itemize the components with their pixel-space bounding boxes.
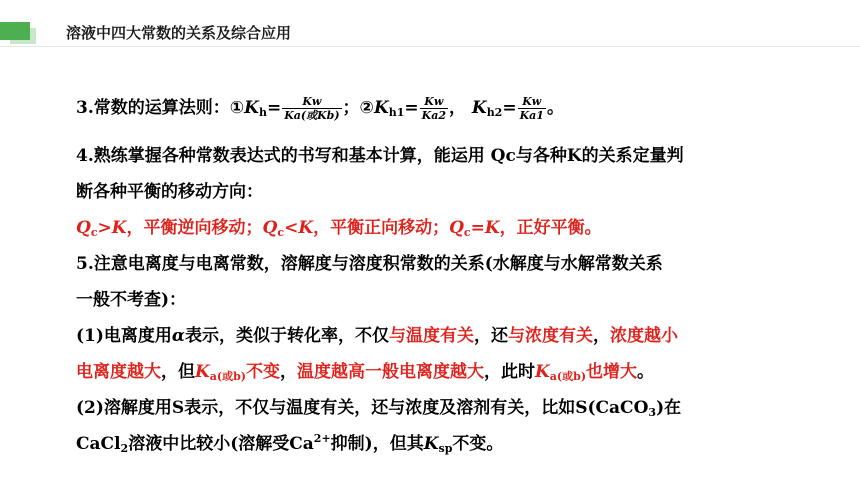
qc-text-1: ，平衡逆向移动； xyxy=(126,218,263,238)
kh1-symbol: K xyxy=(373,98,389,118)
circle-one: ① xyxy=(229,98,245,118)
separator-1: ； xyxy=(342,98,360,118)
kh2-subscript: h2 xyxy=(486,106,503,119)
p1-text-b: 表示，类似于转化率，不仅 xyxy=(185,326,390,346)
p2-text-e: 抑制)，但其 xyxy=(330,434,424,454)
qc-text-3: ，正好平衡。 xyxy=(499,218,602,238)
p1-text-p: 。 xyxy=(637,362,655,382)
qc-subscript-1: c xyxy=(90,226,98,239)
less-than: < xyxy=(284,218,299,238)
ka-symbol-1: K xyxy=(195,362,210,382)
kh1-subscript: h1 xyxy=(388,106,405,119)
p1-text-f: ， xyxy=(593,326,611,346)
k-symbol-1: K xyxy=(111,218,127,238)
greater-than: > xyxy=(97,218,112,238)
fraction-kh xyxy=(282,95,341,122)
point2-line1 xyxy=(76,390,796,426)
qc-symbol-3: Q xyxy=(449,218,464,238)
p1-highlight-degree: 电离度越大 xyxy=(76,362,161,382)
qc-symbol-1: Q xyxy=(76,218,91,238)
equals-sign: = xyxy=(470,218,485,238)
qc-subscript-3: c xyxy=(463,226,471,239)
rule-line xyxy=(76,88,796,128)
alpha-symbol: α xyxy=(171,326,186,346)
p1-text-d: ，还 xyxy=(474,326,509,346)
kh-subscript: h xyxy=(258,106,267,119)
equals-3: = xyxy=(502,98,517,118)
k-symbol-2: K xyxy=(298,218,314,238)
rule-prefix: 3.常数的运算法则： xyxy=(76,98,230,118)
p1-highlight-temp: 与温度有关 xyxy=(389,326,475,346)
k-symbol-3: K xyxy=(484,218,500,238)
p1-highlight-temp-degree: 温度越高一般电离度越大 xyxy=(297,362,485,382)
p2-text-b: )在 xyxy=(656,398,682,418)
circle-two: ② xyxy=(359,98,374,118)
slide-title: 溶液中四大常数的关系及综合应用 xyxy=(66,24,292,42)
fraction-kh1-numerator: Kw xyxy=(420,95,448,109)
point1-line1 xyxy=(76,318,796,354)
ka-subscript-2: a(或b) xyxy=(549,370,587,383)
point1-line2 xyxy=(76,354,796,390)
ka-subscript-1: a(或b) xyxy=(209,370,247,383)
separator-2: ， xyxy=(448,98,466,118)
ksp-symbol: K xyxy=(423,434,439,454)
ca-charge-superscript: 2+ xyxy=(313,432,331,445)
p1-text-l: ， xyxy=(280,362,298,382)
rule-end: 。 xyxy=(546,98,564,118)
qc-subscript-2: c xyxy=(277,226,285,239)
qc-text-2: ，平衡正向移动； xyxy=(313,218,450,238)
ka-symbol-2: K xyxy=(535,362,550,382)
caco3-subscript: 3 xyxy=(648,406,657,419)
p4-line2: 断各种平衡的移动方向： xyxy=(76,182,263,202)
qc-rule-line xyxy=(76,210,796,246)
cacl2-text: CaCl xyxy=(76,434,121,454)
fraction-kh2 xyxy=(518,95,546,122)
p1-text-n: ，此时 xyxy=(484,362,536,382)
kh-symbol: K xyxy=(244,98,259,118)
qc-symbol-2: Q xyxy=(262,218,278,238)
fraction-kh-numerator: Kw xyxy=(282,95,341,109)
p4-line1: 4.熟练掌握各种常数表达式的书写和基本计算，能运用 Qc与各种K的关系定量判 xyxy=(76,146,684,166)
equals-2: = xyxy=(404,98,419,118)
cacl2-subscript: 2 xyxy=(120,442,129,455)
slide-content xyxy=(76,88,796,462)
ksp-subscript: sp xyxy=(438,442,453,455)
p1-highlight-unchanged: 不变 xyxy=(246,362,281,382)
p1-highlight-conc: 与浓度有关 xyxy=(508,326,594,346)
p5-line2: 一般不考查)： xyxy=(76,290,187,310)
kh2-symbol: K xyxy=(471,98,487,118)
header-accent-bar xyxy=(0,22,30,40)
fraction-kh2-numerator: Kw xyxy=(518,95,546,109)
equals-1: = xyxy=(266,98,282,118)
p1-text-i: ，但 xyxy=(161,362,195,382)
point2-line2 xyxy=(76,426,796,462)
p1-highlight-increase: 也增大 xyxy=(586,362,638,382)
p5-line1: 5.注意电离度与电离常数，溶解度与溶度积常数的关系(水解度与水解常数关系 xyxy=(76,254,663,274)
fraction-kh2-denominator: Ka1 xyxy=(519,109,544,122)
p2-text-f: 不变。 xyxy=(452,434,504,454)
fraction-kh1 xyxy=(420,95,448,122)
p1-text-a: (1)电离度用 xyxy=(76,326,172,346)
fraction-kh1-denominator: Ka2 xyxy=(421,109,446,122)
p1-highlight-lowconc: 浓度越小 xyxy=(610,326,679,346)
fraction-kh-denominator: Ka(或Kb) xyxy=(284,109,340,122)
p2-text-d: 溶液中比较小(溶解受Ca xyxy=(128,434,314,454)
p2-text-a: (2)溶解度用S表示，不仅与温度有关，还与浓度及溶剂有关，比如S(CaCO xyxy=(76,398,649,418)
header-divider xyxy=(0,46,860,47)
